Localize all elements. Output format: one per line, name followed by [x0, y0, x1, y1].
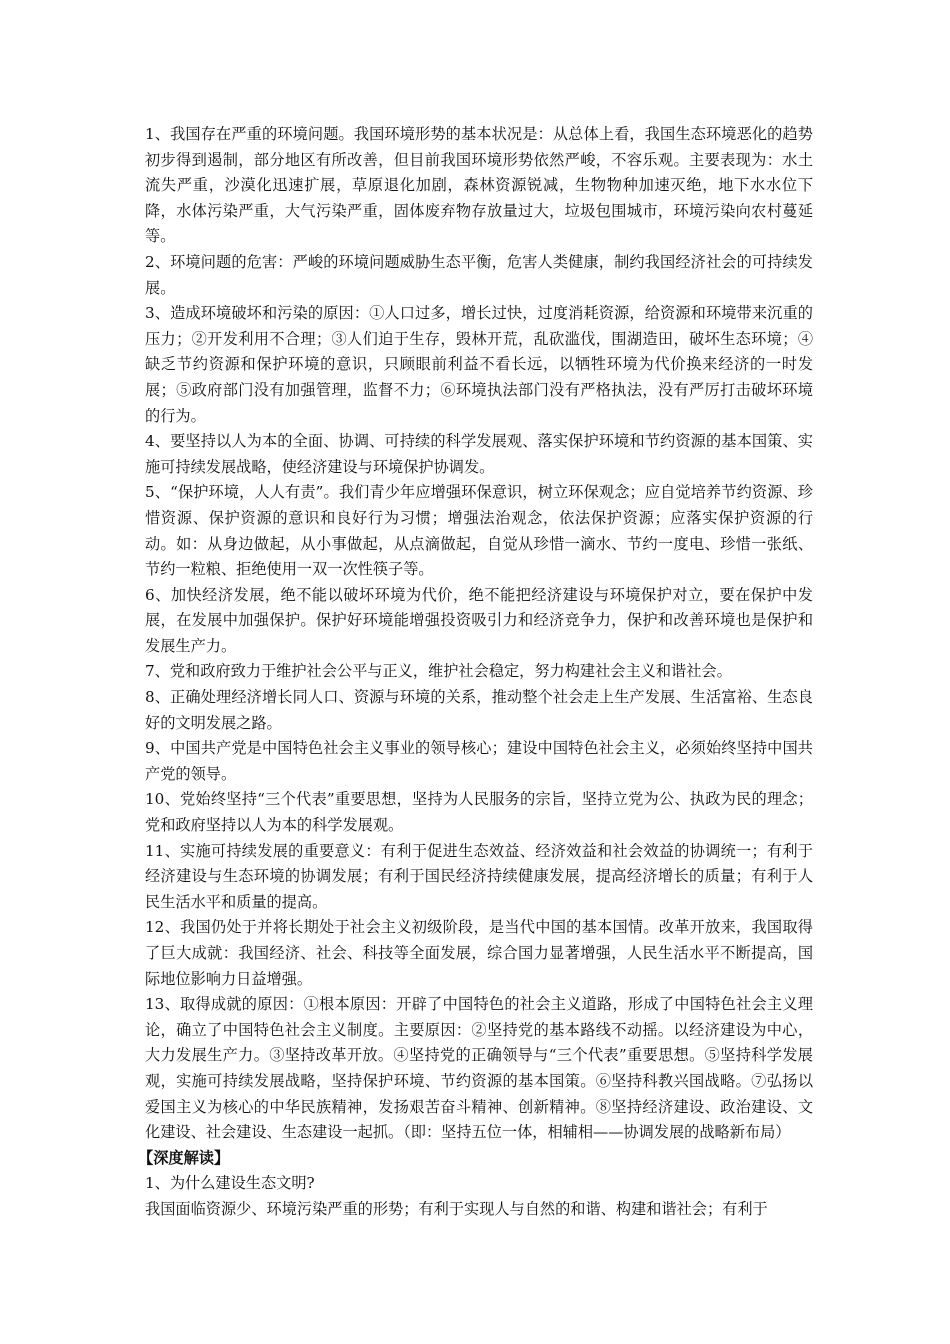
document-page [138, 122, 813, 1223]
paragraph-13: 13、取得成就的原因：①根本原因：开辟了中国特色的社会主义道路，形成了中国特色社会主义理论，确立了中国特色社会主义制度。主要原因：②坚持党的基本路线不动摇。以经济建设为中心，大力发展生产力。③坚持改革开放。④坚持党的正确领导与“三个代表”重要思想。⑤坚持科学发展观，实施可持续发展战略，坚持保护环境、节约资源的基本国策。⑥坚持科教兴国战略。⑦弘扬以爱国主义为核心的中华民族精神，发扬艰苦奋斗精神、创新精神。⑧坚持经济建设、政治建设、文化建设、社会建设、生态建设一起抓。（即：坚持五位一体，相辅相——协调发展的战略新布局） [145, 995, 813, 1142]
paragraph-2: 2、环境问题的危害：严峻的环境问题威胁生态平衡，危害人类健康，制约我国经济社会的可持续发展。 [145, 252, 813, 297]
paragraph-10: 10、党始终坚持“三个代表”重要思想，坚持为人民服务的宗旨，坚持立党为公、执政为民的理念；党和政府坚持以人为本的科学发展观。 [145, 790, 813, 835]
paragraph-1: 1、我国存在严重的环境问题。我国环境形势的基本状况是：从总体上看，我国生态环境恶化的趋势初步得到遏制，部分地区有所改善，但目前我国环境形势依然严峻，不容乐观。主要表现为：水土流失严重，沙漠化迅速扩展，草原退化加剧，森林资源锐减，生物物种加速灭绝，地下水水位下降，水体污染严重，大气污染严重，固体废弃物存放量过大，垃圾包围城市，环境污染向农村蔓延等。 [145, 125, 813, 246]
answer-1: 我国面临资源少、环境污染严重的形势；有利于实现人与自然的和谐、构建和谐社会；有利于 [145, 1199, 768, 1218]
paragraph-3: 3、造成环境破坏和污染的原因：①人口过多，增长过快，过度消耗资源，给资源和环境带来沉重的压力；②开发利用不合理；③人们迫于生存，毁林开荒，乱砍滥伐，围湖造田，破坏生态环境；④缺乏节约资源和保护环境的意识，只顾眼前利益不看长远，以牺牲环境为代价换来经济的一时发展；⑤政府部门没有加强管理，监督不力；⑥环境执法部门没有严格执法，没有严厉打击破坏环境的行为。 [145, 304, 813, 425]
paragraph-5: 5、“保护环境，人人有责”。我们青少年应增强环保意识，树立环保观念；应自觉培养节约资源、珍惜资源、保护资源的意识和良好行为习惯；增强法治观念，依法保护资源；应落实保护资源的行动。如：从身边做起，从小事做起，从点滴做起，自觉从珍惜一滴水、节约一度电、珍惜一张纸、节约一粒粮、拒绝使用一双一次性筷子等。 [145, 483, 813, 579]
paragraph-6: 6、加快经济发展，绝不能以破坏环境为代价，绝不能把经济建设与环境保护对立，要在保护中发展，在发展中加强保护。保护好环境能增强投资吸引力和经济竞争力，保护和改善环境也是保护和发展生产力。 [145, 585, 813, 655]
section-title: 【深度解读】 [138, 1148, 230, 1167]
paragraph-12: 12、我国仍处于并将长期处于社会主义初级阶段，是当代中国的基本国情。改革开放来，我国取得了巨大成就：我国经济、社会、科技等全面发展，综合国力显著增强，人民生活水平不断提高，国际地位影响力日益增强。 [145, 918, 813, 988]
question-1: 1、为什么建设生态文明? [145, 1174, 315, 1193]
paragraph-7: 7、党和政府致力于维护社会公平与正义，维护社会稳定，努力构建社会主义和谐社会。 [145, 662, 732, 681]
paragraph-4: 4、要坚持以人为本的全面、协调、可持续的科学发展观、落实保护环境和节约资源的基本国策、实施可持续发展战略，使经济建设与环境保护协调发。 [145, 432, 813, 476]
paragraph-9: 9、中国共产党是中国特色社会主义事业的领导核心；建设中国特色社会主义，必须始终坚持中国共产党的领导。 [145, 739, 813, 783]
paragraph-8: 8、正确处理经济增长同人口、资源与环境的关系，推动整个社会走上生产发展、生活富裕、生态良好的文明发展之路。 [145, 688, 813, 732]
paragraph-11: 11、实施可持续发展的重要意义：有利于促进生态效益、经济效益和社会效益的协调统一；有利于经济建设与生态环境的协调发展；有利于国民经济持续健康发展，提高经济增长的质量；有利于人民生活水平和质量的提高。 [145, 841, 813, 911]
